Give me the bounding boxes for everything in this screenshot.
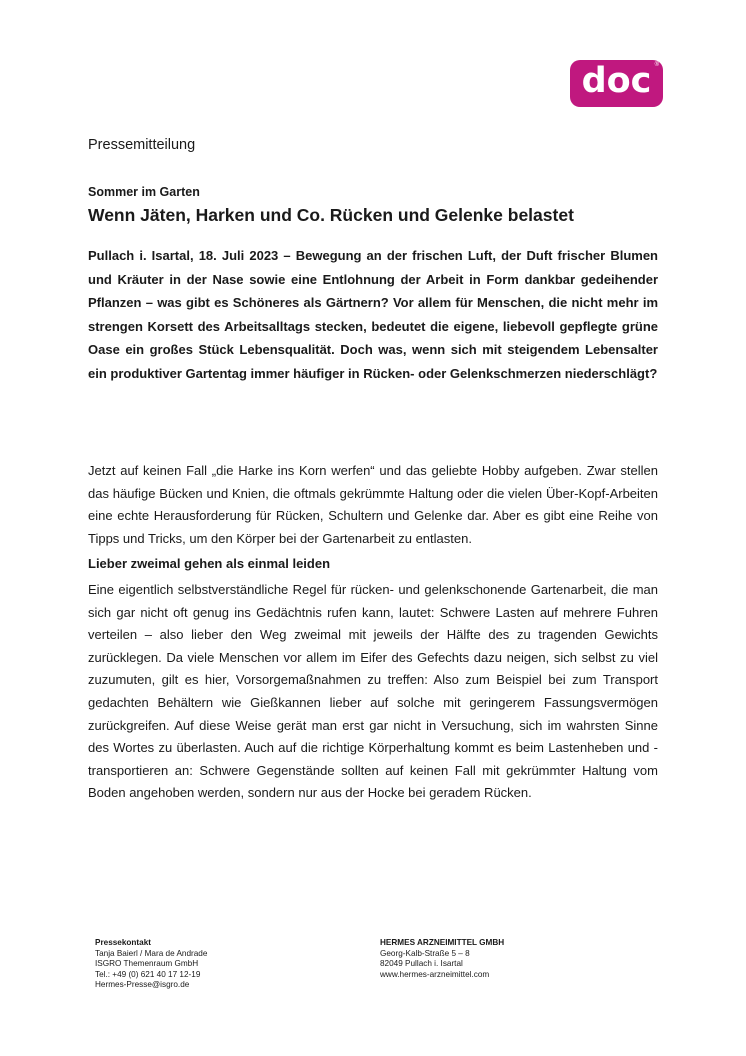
press-contact (95, 938, 207, 991)
body-paragraph-1: Jetzt auf keinen Fall „die Harke ins Korn werfen“ und das geliebte Hobby aufgeben. Zwar stellen das häufige Bücken und Knien, die oftmals gekrümmte Haltung oder die vielen Über-Kopf-Arbeiten eine echte Herausforderung für Rücken, Schultern und Gelenke dar. Aber es gibt eine Reihe von Tipps und Tricks, um den Körper bei der Gartenarbeit zu entlasten. (88, 463, 658, 546)
headline: Wenn Jäten, Harken und Co. Rücken und Gelenke belastet (88, 205, 574, 225)
company-name: HERMES ARZNEIMITTEL GMBH (380, 938, 505, 947)
lead-paragraph: Pullach i. Isartal, 18. Juli 2023 – Bewegung an der frischen Luft, der Duft frischer Blumen und Kräuter in der Nase sowie eine Entlohnung der Arbeit in Form dankbar gedeihender Pflanzen – was gibt es Schöneres als Gärtnern? Vor allem für Menschen, die nicht mehr im strengen Korsett des Arbeitsalltags stecken, bedeutet die eigene, liebevoll gepflegte grüne Oase ein großes Stück Lebensqualität. Doch was, wenn sich mit steigendem Lebensalter ein produktiver Gartentag immer häufiger in Rücken- oder Gelenkschmerzen niederschlägt? (88, 248, 658, 381)
document-type: Pressemitteilung (88, 137, 196, 153)
kicker: Sommer im Garten (88, 185, 200, 199)
logo-text: doc (581, 61, 652, 101)
section-heading: Lieber zweimal gehen als einmal leiden (88, 556, 331, 571)
company-website[interactable]: www.hermes-arzneimittel.com (380, 969, 490, 979)
press-contact-heading: Pressekontakt (95, 938, 151, 947)
company-address-line: Georg-Kalb-Straße 5 – 8 (380, 948, 470, 958)
body-paragraph-2: Eine eigentlich selbstverständliche Regel für rücken- und gelenkschonende Gartenarbeit, die man sich gar nicht oft genug ins Gedächtnis rufen kann, lautet: Schwere Lasten auf mehrere Fuhren verteilen – also lieber den Weg zweimal mit jeweils der Hälfte des zu tragenden Gewichts zurücklegen. Da viele Menschen vor allem im Eifer des Gefechts dazu neigen, sich selbst zu viel zuzumuten, gilt es hier, Vorsorgemaßnahmen zu treffen: Also zum Beispiel bei zum Transport gedachten Behältern wie Gießkannen lieber auf solche mit geringerem Fassungsvermögen zurückgreifen. Auf diese Weise gerät man erst gar nicht in Versuchung, sich im wahrsten Sinne des Wortes zu überlasten. Auch auf die richtige Körperhaltung kommt es beim Lastenheben und -transportieren an: Schwere Gegenstände sollten auf keinen Fall mit gekrümmter Haltung vom Boden angehoben werden, sondern nur aus der Hocke bei geradem Rücken. (88, 582, 658, 801)
company-info (380, 938, 504, 980)
press-contact-email[interactable]: Hermes-Presse@isgro.de (95, 980, 190, 989)
press-contact-line: ISGRO Themenraum GmbH (95, 959, 199, 968)
registered-mark: ® (654, 62, 659, 68)
press-contact-line: Tanja Baierl / Mara de Andrade (95, 948, 208, 958)
company-address-line: 82049 Pullach i. Isartal (380, 959, 463, 968)
press-contact-line: Tel.: +49 (0) 621 40 17 12-19 (95, 969, 201, 979)
doc-logo (570, 60, 663, 107)
